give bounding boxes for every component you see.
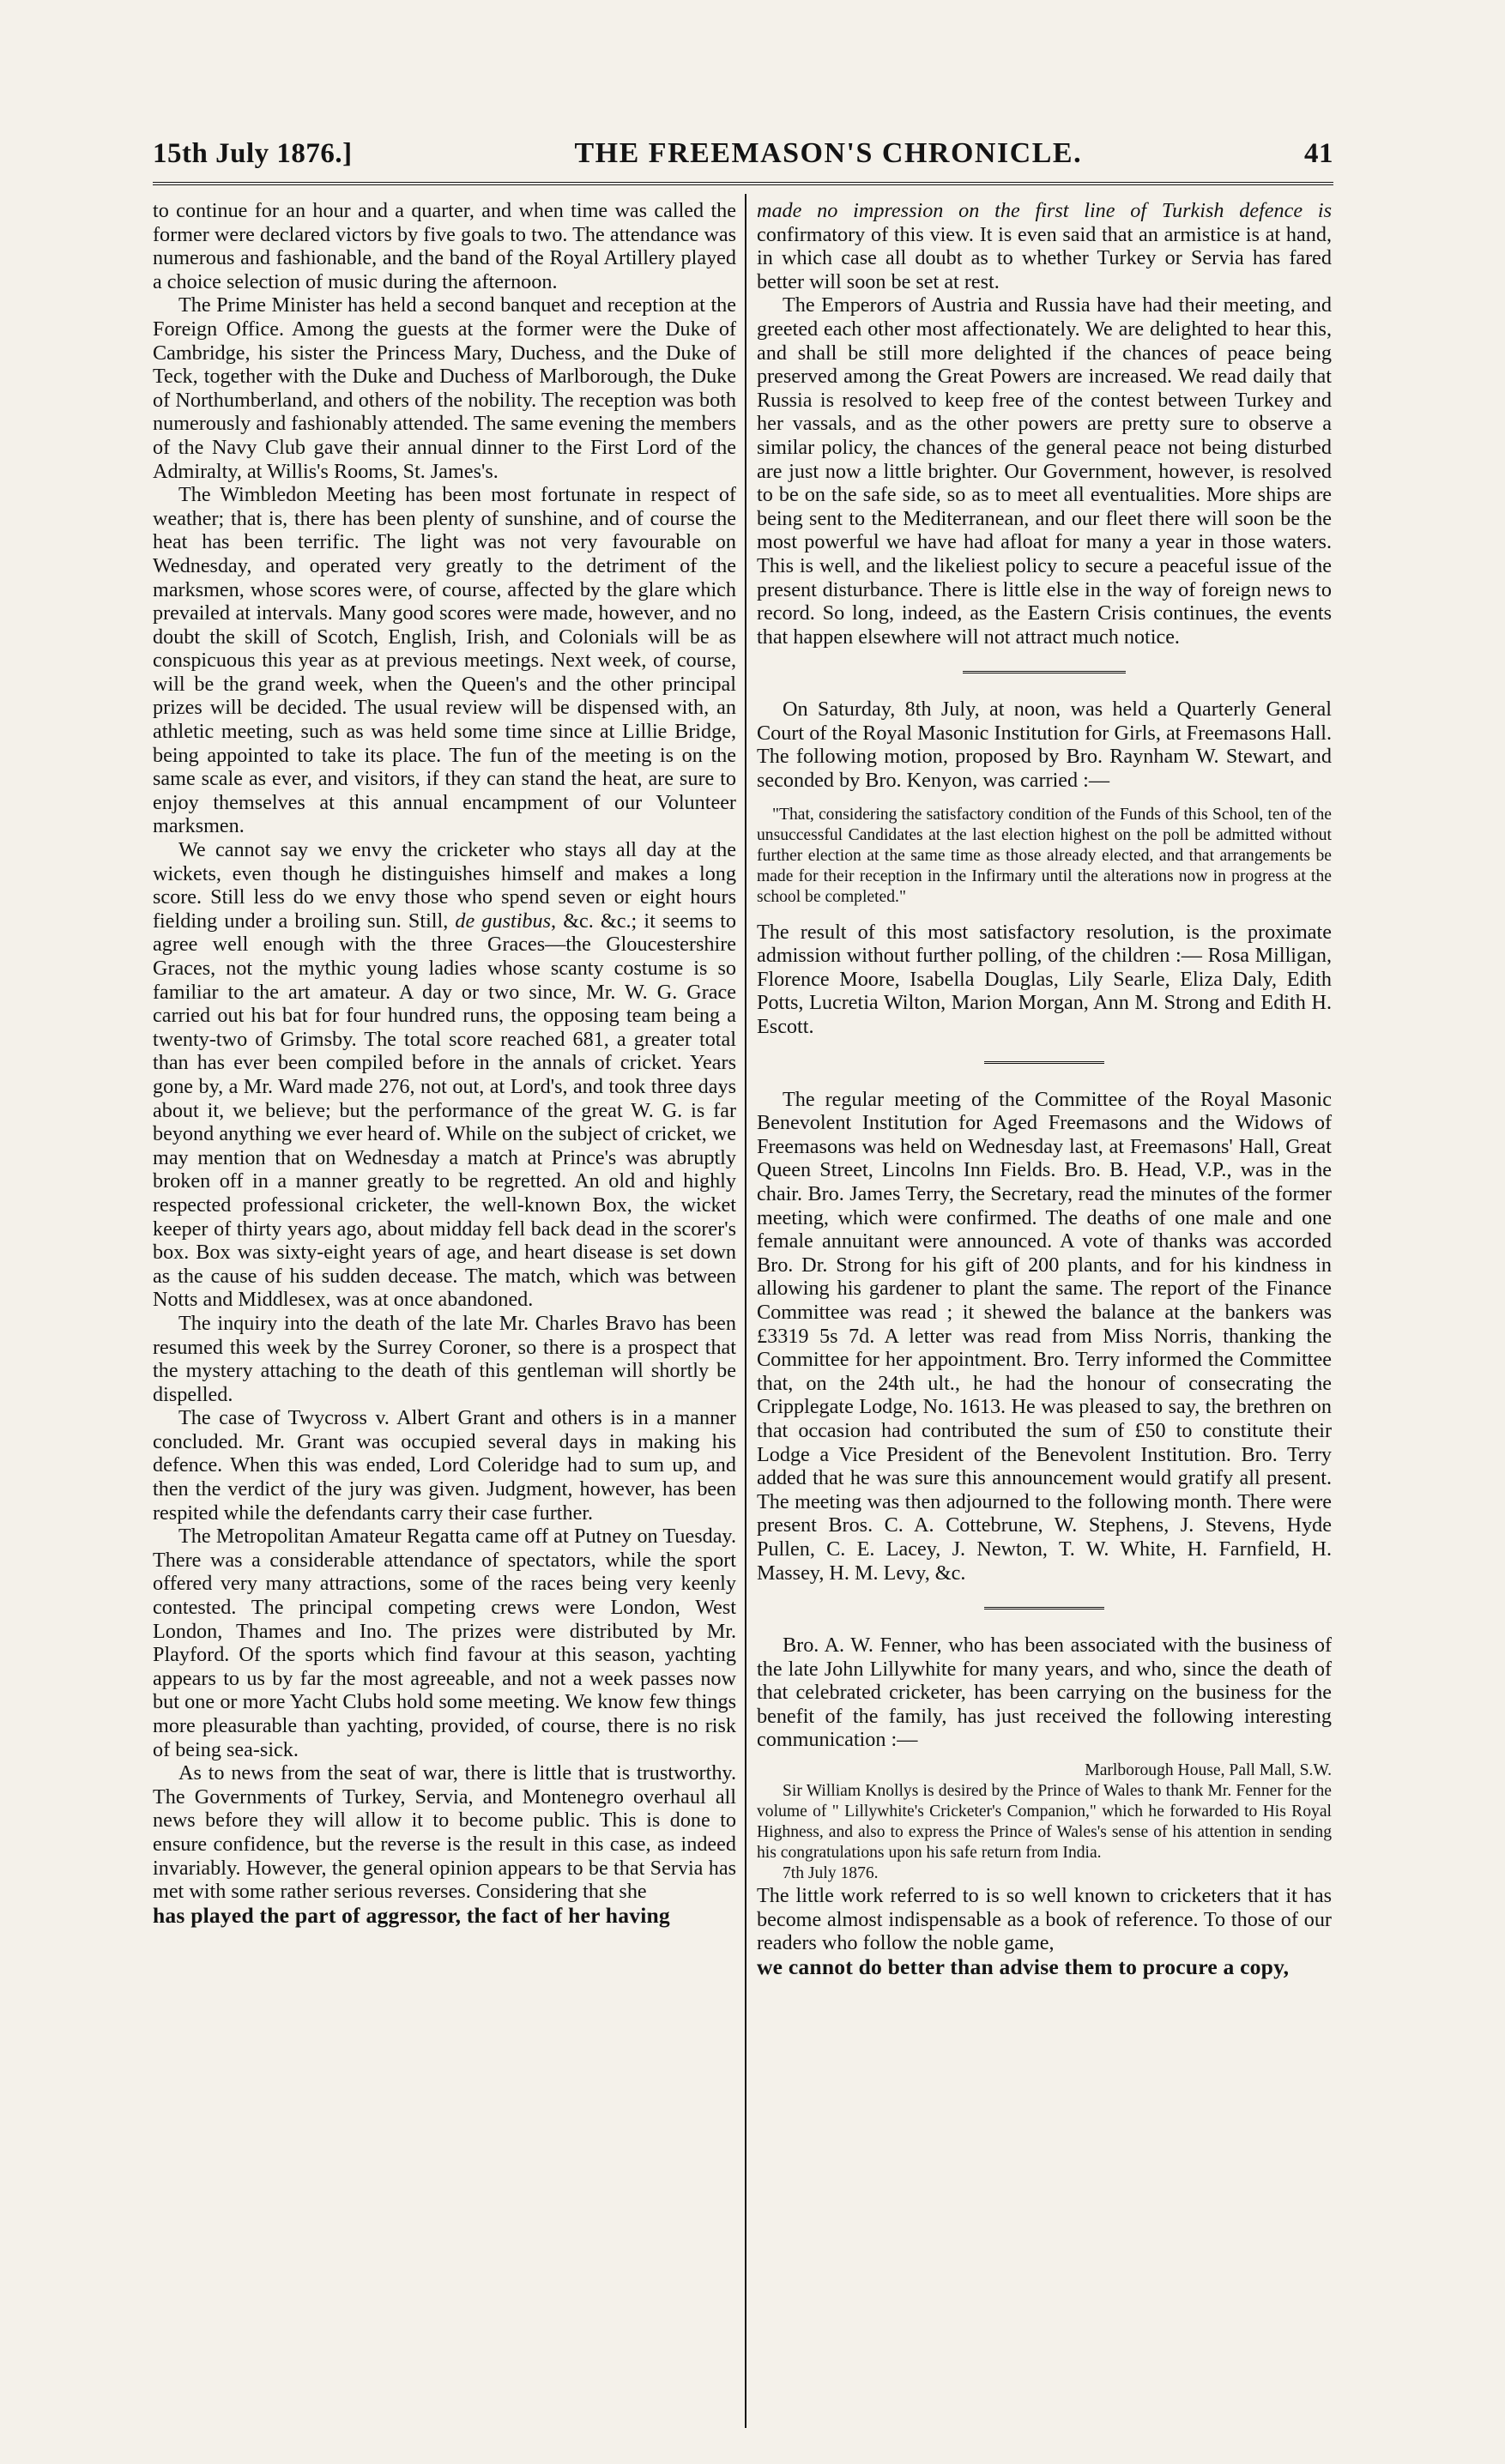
paragraph: The regular meeting of the Committee of the Royal Masonic Benevolent Institution for Aged Freemasons and the Widows of Freemasons was held on Wednesday last, at Freemasons' Hall, Great Queen Street, Lincolns Inn Fields. Bro. B. Head, V.P., was in the chair. Bro. James Terry, the Secretary, read the minutes of the former meeting, which were confirmed. The deaths of one male and one female annuitant were announced. A vote of thanks was accorded Bro. Dr. Strong for his gift of 200 plants, and for his kindness in allowing his gardener to plant the same. The report of the Finance Committee was read ; it shewed the balance at the bankers was £3319 5s 7d. A letter was read from Miss Norris, thanking the Committee for her appointment. Bro. Terry informed the Committee that, on the 24th ult., he had the honour of consecrating the Cripplegate Lodge, No. 1613. He was pleased to say, the brethren on that occasion had contributed the sum of £50 to constitute their Lodge a Vice President of the Benevolent Institution. Bro. Terry added that he was sure this announcement would gratify all present. The meeting was then adjourned to the following month. There were present Bros. C. A. Cottebrune, W. Stephens, J. Stevens, Hyde Pullen, C. E. Lacey, J. Newton, T. W. White, H. Farnfield, H. Massey, H. M. Levy, &c. <box>757 1087 1332 1585</box>
paragraph: The Prime Minister has held a second banquet and reception at the Foreign Office. Among the guests at the former were the Duke of Cambridge, his sister the Princess Mary, Duchess, and the Duke of Teck, together with the Duke and Duchess of Marlborough, the Duke of Northumberland, and others of the nobility. The reception was both numerously and fashionably attended. The same evening the members of the Navy Club gave their annual dinner to the First Lord of the Admiralty, at Willis's Rooms, St. James's. <box>153 293 736 483</box>
section-separator <box>984 1607 1104 1611</box>
header-rule <box>153 182 1333 187</box>
paragraph: The little work referred to is so well known to cricketers that it has become almost indispensable as a book of reference. To those of our readers who follow the noble game, <box>757 1884 1332 1955</box>
paragraph: On Saturday, 8th July, at noon, was held a Quarterly General Court of the Royal Masonic Institution for Girls, at Freemasons Hall. The following motion, proposed by Bro. Raynham W. Stewart, and seconded by Bro. Kenyon, was carried :— <box>757 698 1332 793</box>
paragraph: Bro. A. W. Fenner, who has been associated with the business of the late John Lillywhite for many years, and who, since the death of that celebrated cricketer, has been carrying on the business for the benefit of the family, has just received the following interesting communication :— <box>757 1634 1332 1752</box>
publication-title: THE FREEMASON'S CHRONICLE. <box>574 137 1083 169</box>
paragraph: The Metropolitan Amateur Regatta came off at Putney on Tuesday. There was a considerable attendance of spectators, while the sport offered very many attractions, some of the races being very keenly contested. The principal competing crews were London, West London, Thames and Ino. The prizes were distributed by Mr. Playford. Of the sports which find favour at this season, yachting appears to us by far the most agreeable, and not a week passes now but one or more Yacht Clubs hold some meeting. We know few things more pleasurable than yachting, provided, of course, there is no risk of being sea-sick. <box>153 1525 736 1761</box>
paragraph: The Emperors of Austria and Russia have had their meeting, and greeted each other most affectionately. We are delighted to hear this, and shall be still more delighted if the chances of peace being preserved among the Great Powers are increased. We read daily that Russia is resolved to keep free of the contest between Turkey and her vassals, and as the other powers are pretty sure to observe a similar policy, the chances of the general peace not being disturbed are just now a little brighter. Our Government, however, is resolved to be on the safe side, so as to meet all eventualities. More ships are being sent to the Mediterranean, and our fleet there will soon be the most powerful we have had afloat for many a year in those waters. This is well, and the likeliest policy to secure a peaceful issue of the present disturbance. There is little else in the way of foreign news to record. So long, indeed, as the Eastern Crisis continues, the events that happen elsewhere will not attract much notice. <box>757 293 1332 649</box>
letter-body: Sir William Knollys is desired by the Prince of Wales to thank Mr. Fenner for the volume of " Lillywhite's Cricketer's Companion," which he forwarded to His Royal Highness, and also to express the Prince of Wales's sense of his attention in sending his congratulations upon his safe return from India. <box>757 1782 1332 1863</box>
paragraph <box>153 838 736 1312</box>
paragraph: As to news from the seat of war, there is little that is trustworthy. The Governments of Turkey, Servia, and Montenegro overhaul all news before they will allow it to become public. This is done to ensure confidence, but the reverse is the result in this case, as indeed invariably. However, the general opinion appears to be that Servia has met with some rather serious reverses. Considering that she <box>153 1761 736 1904</box>
left-column <box>153 199 736 1927</box>
bottom-line: we cannot do better than advise them to procure a copy, <box>757 1954 1290 1979</box>
page-header <box>153 137 1333 182</box>
paragraph <box>757 199 1332 293</box>
right-column <box>757 199 1332 1978</box>
letter-address: Marlborough House, Pall Mall, S.W. <box>1085 1761 1332 1780</box>
paragraph: The case of Twycross v. Albert Grant and others is in a manner concluded. Mr. Grant was occupied several days in making his defence. When this was ended, Lord Coleridge had to sum up, and then the verdict of the jury was given. Judgment, however, has been respited while the defendants carry their case further. <box>153 1406 736 1525</box>
paragraph-text: We cannot say we envy the cricketer who stays all day at the wickets, even though he distinguishes himself and makes a long score. Still less do we envy those who spend seven or eight hours fielding under a broiling sun. Still, <box>153 838 736 933</box>
letter-date: 7th July 1876. <box>783 1864 879 1883</box>
quote-text: "That, considering the satisfactory condition of the Funds of this School, ten of the unsuccessful Candidates at the last election highest on the poll be admitted without further election at the same time as those already elected, and that arrangements be made for their reception in the Infirmary until the alterations now in progress at the school be completed." <box>757 805 1332 907</box>
resolution-quote <box>757 805 1332 909</box>
bottom-line: has played the part of aggressor, the fact of her having <box>153 1902 670 1928</box>
section-separator <box>963 671 1126 675</box>
page-number: 41 <box>1303 138 1333 169</box>
paragraph: The result of this most satisfactory resolution, is the proximate admission without further polling, of the children :— Rosa Milligan, Florence Moore, Isabella Douglas, Lily Searle, Eliza Daly, Edith Potts, Lucretia Wilton, Marion Morgan, Ann M. Strong and Edith H. Escott. <box>757 920 1332 1039</box>
paragraph: to continue for an hour and a quarter, and when time was called the former were declared victors by five goals to two. The attendance was numerous and fashionable, and the band of the Royal Artillery played a choice selection of music during the afternoon. <box>153 199 736 293</box>
paragraph-text: confirmatory of this view. It is even said that an armistice is at hand, in which case all doubt as to whether Turkey or Servia has fared better will soon be set at rest. <box>757 222 1332 293</box>
italic-phrase: de gustibus <box>455 909 552 933</box>
italic-phrase: made no impression on the first line of Turkish defence is <box>757 199 1332 222</box>
paragraph-text: , &c. &c.; it seems to agree well enough with the three Graces—the Gloucestershire Graces, not the mythic young ladies whose scanty costume is so familiar to the art amateur. A day or two since, Mr. W. G. Grace carried out his bat for four hundred runs, the opposing team being a twenty-two of Grimsby. The total score reached 681, a greater total than has ever been compiled before in the annals of cricket. Years gone by, a Mr. Ward made 276, not out, at Lord's, and took three days about it, we believe; but the performance of the great W. G. is far beyond anything we ever heard of. While on the subject of cricket, we may mention that on Wednesday a match at Prince's was abruptly broken off in a manner greatly to be regretted. An old and highly respected professional cricketer, the well-known Box, the wicket keeper of thirty years ago, about midday fell back dead in the scorer's box. Box was sixty-eight years of age, and heart disease is set down as the cause of his sudden decease. The match, which was between Notts and Middlesex, was at once abandoned. <box>153 909 736 1312</box>
paragraph: The inquiry into the death of the late Mr. Charles Bravo has been resumed this week by the Surrey Coroner, so there is a prospect that the mystery attaching to the death of this gentleman will shortly be dispelled. <box>153 1311 736 1406</box>
section-separator <box>984 1061 1104 1066</box>
paragraph: The Wimbledon Meeting has been most fortunate in respect of weather; that is, there has been plenty of sunshine, and of course the heat has been terrific. The light was not very favourable on Wednesday, and operated very greatly to the detriment of the marksmen, whose scores were, of course, affected by the glare which prevailed at intervals. Many good scores were made, however, and no doubt the skill of Scotch, English, Irish, and Colonials will be as conspicuous this year as at previous meetings. Next week, of course, will be the grand week, when the Queen's and the other principal prizes will be decided. The usual review will be dispensed with, an athletic meeting, such as was held some time since at Lillie Bridge, being appointed to take its place. The fun of the meeting is on the same scale as ever, and visitors, if they can stand the heat, are sure to enjoy themselves at this annual encampment of our Volunteer marksmen. <box>153 483 736 838</box>
column-divider <box>745 194 746 2428</box>
issue-date: 15th July 1876.] <box>153 138 353 169</box>
